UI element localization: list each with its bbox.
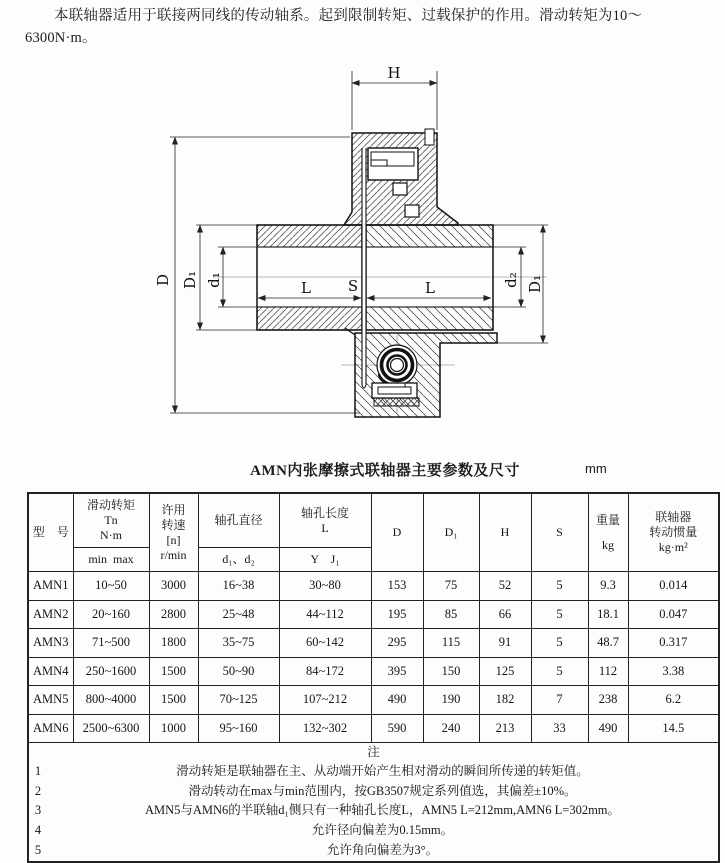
- note-item: [29, 841, 718, 861]
- cell-D: 295: [371, 629, 423, 658]
- left-sleeve-section: [257, 225, 362, 330]
- cell-D1: 115: [423, 629, 479, 658]
- table-unit: mm: [585, 461, 607, 476]
- dim-label-d1-small: d₁: [205, 272, 223, 288]
- col-header-H: H: [479, 493, 531, 572]
- subheader-min-max: min max: [73, 548, 149, 572]
- cell-H: 125: [479, 657, 531, 686]
- note-text: AMN5与AMN6的半联轴d₁侧只有一种轴孔长度L，AMN5 L=212mm,AMN6 L=302mm。: [144, 803, 621, 818]
- cell-inertia: 0.317: [628, 629, 719, 658]
- cell-bore-dia: 95~160: [198, 714, 279, 743]
- subheader-y-j1: Y J₁: [279, 548, 371, 572]
- cell-speed: 1000: [149, 714, 198, 743]
- col-header-S: S: [531, 493, 588, 572]
- cell-H: 52: [479, 572, 531, 601]
- cell-S: 33: [531, 714, 588, 743]
- top-hub-block: [344, 129, 458, 225]
- cell-S: 7: [531, 686, 588, 715]
- cell-inertia: 0.047: [628, 600, 719, 629]
- note-item: [29, 782, 718, 802]
- cell-model: AMN6: [28, 714, 73, 743]
- cell-D1: 75: [423, 572, 479, 601]
- cell-speed: 2800: [149, 600, 198, 629]
- cell-bore-len: 60~142: [279, 629, 371, 658]
- dim-label-s: S: [347, 277, 359, 295]
- col-header-model: 型 号: [28, 493, 73, 572]
- cell-H: 213: [479, 714, 531, 743]
- cell-torque: 10~50: [73, 572, 149, 601]
- note-text: 滑动转动在max与min范围内，按GB3507规定系列值选，其偏差±10%。: [188, 783, 577, 798]
- note-item: [29, 762, 718, 782]
- cell-torque: 250~1600: [73, 657, 149, 686]
- cell-bore-dia: 50~90: [198, 657, 279, 686]
- cell-D: 195: [371, 600, 423, 629]
- col-header-bore-diameter: 轴孔直径: [198, 493, 279, 548]
- note-text: 滑动转矩是联轴器在主、从动端开始产生相对滑动的瞬间所传递的转矩值。: [176, 763, 589, 778]
- note-text: 允许角向偏差为3°。: [326, 842, 439, 857]
- table-row: [28, 600, 719, 629]
- cell-torque: 20~160: [73, 600, 149, 629]
- cell-D1: 240: [423, 714, 479, 743]
- cell-inertia: 14.5: [628, 714, 719, 743]
- cell-inertia: 6.2: [628, 686, 719, 715]
- note-number: 3: [34, 803, 42, 818]
- cell-weight: 48.7: [588, 629, 628, 658]
- cell-D: 153: [371, 572, 423, 601]
- cell-bore-dia: 70~125: [198, 686, 279, 715]
- cell-weight: 112: [588, 657, 628, 686]
- note-text: 允许径向偏差为0.15mm。: [311, 823, 454, 837]
- cell-torque: 800~4000: [73, 686, 149, 715]
- cell-H: 66: [479, 600, 531, 629]
- table-row: [28, 714, 719, 743]
- coupling-section-drawing: [0, 62, 725, 456]
- cell-S: 5: [531, 657, 588, 686]
- cell-model: AMN3: [28, 629, 73, 658]
- cell-S: 5: [531, 629, 588, 658]
- table-row: [28, 657, 719, 686]
- cell-S: 5: [531, 572, 588, 601]
- cell-weight: 9.3: [588, 572, 628, 601]
- dim-label-h: H: [387, 64, 401, 82]
- table-caption-row: [0, 459, 725, 481]
- bottom-hub-block: [345, 328, 497, 417]
- dim-label-l-right: L: [425, 279, 435, 297]
- table-title: AMN内张摩擦式联轴器主要参数及尺寸: [250, 463, 520, 479]
- cell-speed: 1500: [149, 686, 198, 715]
- dim-label-d2-small: d₂: [502, 272, 520, 288]
- subheader-d1-d2: d₁、d₂: [198, 548, 279, 572]
- cell-H: 182: [479, 686, 531, 715]
- cell-speed: 1500: [149, 657, 198, 686]
- cell-D: 395: [371, 657, 423, 686]
- cell-bore-len: 44~112: [279, 600, 371, 629]
- col-header-inertia: 联轴器 转动惯量 kg·m²: [628, 493, 719, 572]
- intro-paragraph: 本联轴器适用于联接两同线的传动轴系。起到限制转矩、过载保护的作用。滑动转矩为10～6300N·m。: [25, 8, 643, 46]
- cell-inertia: 3.38: [628, 657, 719, 686]
- cell-model: AMN4: [28, 657, 73, 686]
- cell-speed: 3000: [149, 572, 198, 601]
- col-header-D1: D₁: [423, 493, 479, 572]
- note-number: 5: [34, 842, 42, 857]
- cell-D1: 190: [423, 686, 479, 715]
- cell-model: AMN2: [28, 600, 73, 629]
- col-header-speed: 许用 转速 [n] r/min: [149, 493, 198, 572]
- cell-bore-dia: 16~38: [198, 572, 279, 601]
- cell-D1: 85: [423, 600, 479, 629]
- cell-torque: 71~500: [73, 629, 149, 658]
- cell-D: 590: [371, 714, 423, 743]
- cell-bore-dia: 35~75: [198, 629, 279, 658]
- cell-bore-len: 107~212: [279, 686, 371, 715]
- cell-bore-dia: 25~48: [198, 600, 279, 629]
- note-number: 4: [34, 823, 42, 837]
- cell-weight: 18.1: [588, 600, 628, 629]
- table-row: [28, 686, 719, 715]
- cell-D: 490: [371, 686, 423, 715]
- right-sleeve-section: [366, 225, 493, 330]
- table-row: [28, 629, 719, 658]
- notes-block: [28, 743, 719, 862]
- parameters-table: [27, 492, 720, 863]
- cell-model: AMN1: [28, 572, 73, 601]
- dim-label-d1-right: D₁: [526, 274, 544, 294]
- col-header-weight: 重量 kg: [588, 493, 628, 572]
- cell-speed: 1800: [149, 629, 198, 658]
- col-header-bore-length: 轴孔长度 L: [279, 493, 371, 548]
- cell-weight: 490: [588, 714, 628, 743]
- notes-title: 注: [367, 745, 380, 759]
- friction-shoe-detail: [368, 148, 418, 180]
- friction-gap: [362, 148, 367, 388]
- note-number: 2: [34, 783, 42, 798]
- table-row: [28, 572, 719, 601]
- note-number: 1: [34, 763, 42, 778]
- cell-bore-len: 84~172: [279, 657, 371, 686]
- col-header-torque: 滑动转矩 Tn N·m: [73, 493, 149, 548]
- cell-D1: 150: [423, 657, 479, 686]
- cell-weight: 238: [588, 686, 628, 715]
- dim-label-d: D: [154, 273, 172, 287]
- dim-label-d1-left: D₁: [181, 270, 199, 290]
- cell-bore-len: 30~80: [279, 572, 371, 601]
- coupling-section-svg: [0, 62, 725, 456]
- cell-bore-len: 132~302: [279, 714, 371, 743]
- note-item: [29, 801, 718, 821]
- note-item: [29, 821, 718, 841]
- notes-row: [28, 743, 719, 862]
- cell-S: 5: [531, 600, 588, 629]
- cell-H: 91: [479, 629, 531, 658]
- col-header-D: D: [371, 493, 423, 572]
- cell-torque: 2500~6300: [73, 714, 149, 743]
- cell-model: AMN5: [28, 686, 73, 715]
- cell-inertia: 0.014: [628, 572, 719, 601]
- dim-label-l-left: L: [301, 279, 311, 297]
